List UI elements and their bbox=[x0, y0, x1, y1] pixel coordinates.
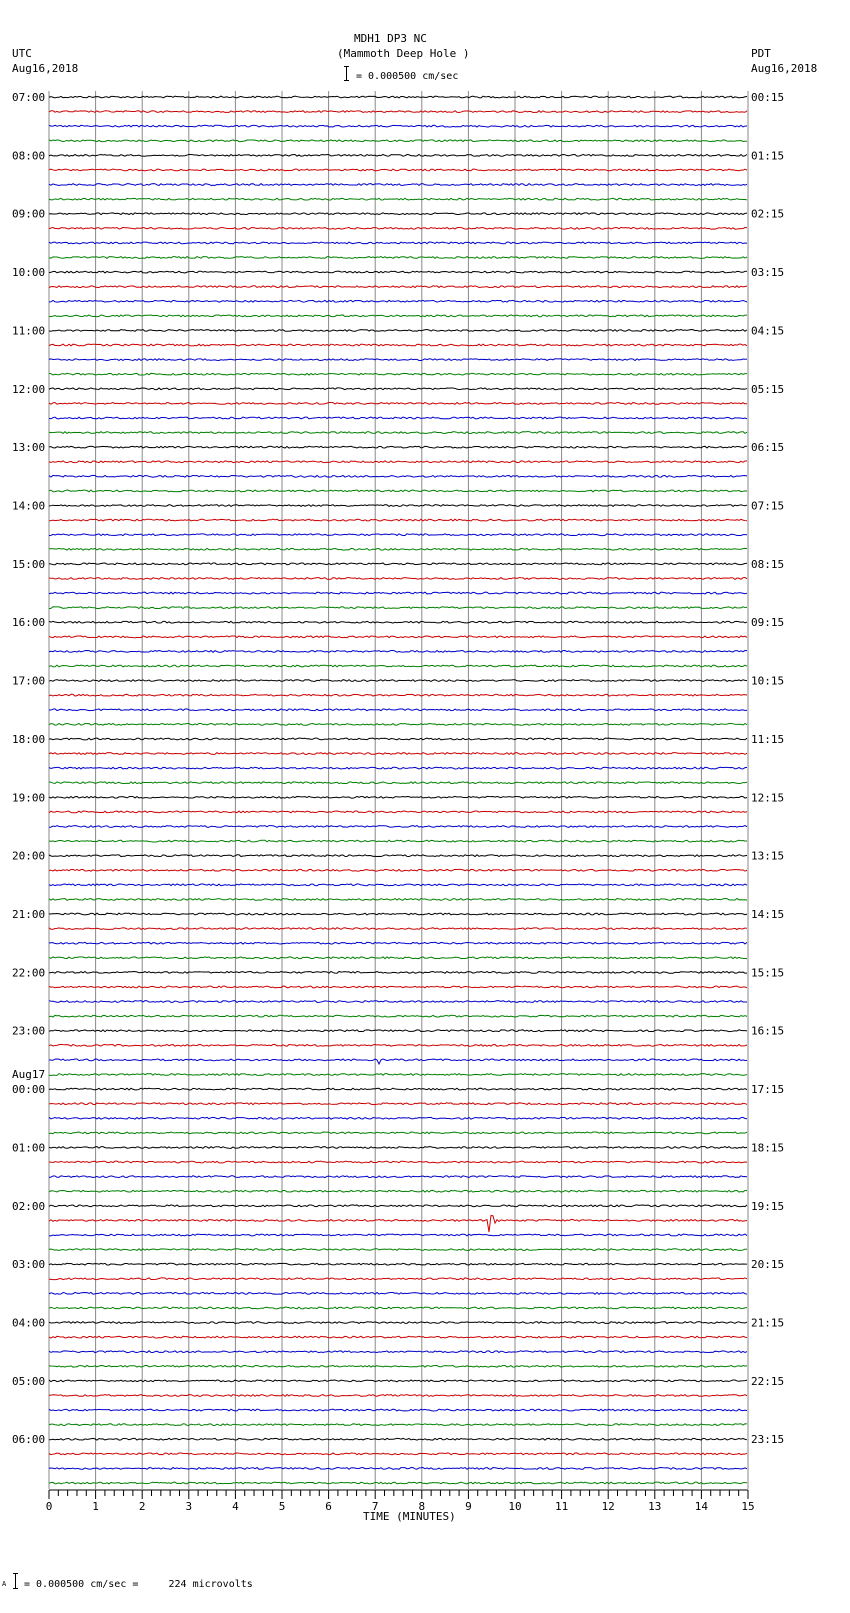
utc-hour-label: 20:00 bbox=[12, 849, 46, 863]
x-tick-label: 2 bbox=[138, 1500, 146, 1513]
trace-row-12 bbox=[49, 271, 747, 273]
trace-row-27 bbox=[49, 490, 747, 492]
trace-row-21 bbox=[49, 402, 747, 404]
trace-row-43 bbox=[49, 723, 747, 725]
trace-row-24 bbox=[49, 446, 747, 448]
trace-row-0 bbox=[49, 96, 747, 98]
right-date: Aug16,2018 bbox=[751, 62, 818, 75]
trace-row-55 bbox=[49, 899, 747, 901]
utc-hour-label: 03:00 bbox=[12, 1258, 46, 1272]
right-timezone: PDT bbox=[751, 47, 771, 60]
trace-row-16 bbox=[49, 330, 747, 332]
x-axis-label: TIME (MINUTES) bbox=[363, 1510, 456, 1523]
trace-row-3 bbox=[49, 140, 747, 142]
x-tick-label: 7 bbox=[371, 1500, 379, 1513]
trace-row-59 bbox=[49, 957, 747, 959]
utc-hour-label: 21:00 bbox=[12, 908, 46, 922]
station-title: MDH1 DP3 NC bbox=[354, 32, 427, 45]
trace-row-20 bbox=[49, 388, 747, 390]
trace-row-87 bbox=[49, 1365, 747, 1367]
trace-row-28 bbox=[49, 505, 747, 507]
trace-layer bbox=[49, 96, 747, 1484]
trace-row-17 bbox=[49, 344, 747, 346]
trace-row-23 bbox=[49, 432, 747, 434]
trace-row-68 bbox=[49, 1088, 747, 1090]
trace-row-41 bbox=[49, 694, 747, 696]
trace-row-14 bbox=[49, 300, 747, 302]
trace-row-4 bbox=[49, 154, 747, 156]
trace-row-45 bbox=[49, 753, 747, 755]
x-tick-label: 10 bbox=[508, 1500, 522, 1513]
utc-hour-label: 07:00 bbox=[12, 91, 46, 104]
footer-scale-text: = 0.000500 cm/sec = 224 microvolts bbox=[24, 1579, 253, 1590]
x-tick-label: 13 bbox=[648, 1500, 662, 1513]
trace-row-25 bbox=[49, 461, 747, 463]
pdt-hour-label: 03:15 bbox=[751, 266, 785, 280]
trace-row-76 bbox=[49, 1205, 747, 1207]
utc-hour-label: 11:00 bbox=[12, 324, 46, 338]
pdt-hour-label: 19:15 bbox=[751, 1199, 785, 1213]
trace-row-82 bbox=[49, 1292, 747, 1294]
trace-row-75 bbox=[49, 1190, 747, 1192]
trace-row-93 bbox=[49, 1453, 747, 1455]
trace-row-5 bbox=[49, 169, 747, 171]
trace-row-1 bbox=[49, 111, 747, 113]
trace-row-56 bbox=[49, 913, 747, 915]
pdt-hour-label: 07:15 bbox=[751, 499, 785, 513]
trace-row-22 bbox=[49, 417, 747, 419]
footer-scale-prefix: A bbox=[2, 1580, 7, 1588]
pdt-hour-label: 22:15 bbox=[751, 1374, 785, 1388]
trace-row-58 bbox=[49, 942, 747, 944]
trace-row-7 bbox=[49, 198, 747, 200]
pdt-hour-label: 12:15 bbox=[751, 791, 785, 805]
pdt-hour-label: 05:15 bbox=[751, 382, 785, 396]
utc-hour-label: 05:00 bbox=[12, 1374, 46, 1388]
utc-hour-label: 15:00 bbox=[12, 557, 46, 571]
x-tick-label: 4 bbox=[232, 1500, 239, 1513]
pdt-hour-label: 23:15 bbox=[751, 1433, 785, 1447]
trace-row-10 bbox=[49, 242, 747, 244]
pdt-hour-label: 08:15 bbox=[751, 557, 785, 571]
trace-row-94 bbox=[49, 1468, 747, 1470]
trace-row-36 bbox=[49, 621, 747, 623]
x-tick-label: 8 bbox=[418, 1500, 426, 1513]
trace-row-81 bbox=[49, 1278, 747, 1280]
utc-hour-label: 18:00 bbox=[12, 732, 46, 746]
trace-row-69 bbox=[49, 1103, 747, 1105]
trace-row-89 bbox=[49, 1395, 747, 1397]
trace-row-38 bbox=[49, 651, 747, 653]
x-tick-label: 0 bbox=[45, 1500, 53, 1513]
trace-row-61 bbox=[49, 986, 747, 988]
trace-row-64 bbox=[49, 1030, 747, 1032]
trace-row-42 bbox=[49, 709, 747, 711]
trace-row-53 bbox=[49, 869, 747, 871]
trace-row-60 bbox=[49, 971, 747, 973]
utc-hour-label: 23:00 bbox=[12, 1024, 46, 1038]
pdt-hour-label: 14:15 bbox=[751, 908, 785, 922]
trace-row-74 bbox=[49, 1176, 747, 1178]
utc-hour-label: 13:00 bbox=[12, 441, 46, 455]
x-tick-label: 3 bbox=[185, 1500, 193, 1513]
trace-row-66 bbox=[49, 1059, 747, 1064]
pdt-hour-label: 21:15 bbox=[751, 1316, 785, 1330]
trace-row-54 bbox=[49, 884, 747, 886]
utc-hour-label: 17:00 bbox=[12, 674, 46, 688]
trace-row-19 bbox=[49, 373, 747, 375]
utc-hour-label: 06:00 bbox=[12, 1433, 46, 1447]
scale-text: = 0.000500 cm/sec bbox=[356, 71, 459, 82]
trace-row-63 bbox=[49, 1015, 747, 1017]
trace-row-15 bbox=[49, 315, 747, 317]
station-location: (Mammoth Deep Hole ) bbox=[337, 47, 470, 60]
trace-row-83 bbox=[49, 1307, 747, 1309]
x-tick-label: 6 bbox=[325, 1500, 332, 1513]
trace-row-11 bbox=[49, 257, 747, 259]
x-tick-label: 5 bbox=[278, 1500, 286, 1513]
pdt-hour-label: 10:15 bbox=[751, 674, 785, 688]
utc-hour-label: 22:00 bbox=[12, 966, 46, 980]
x-tick-label: 1 bbox=[92, 1500, 99, 1513]
trace-row-92 bbox=[49, 1438, 747, 1440]
trace-row-84 bbox=[49, 1322, 747, 1324]
utc-hour-label: 19:00 bbox=[12, 791, 46, 805]
utc-hour-label: 12:00 bbox=[12, 382, 46, 396]
trace-row-70 bbox=[49, 1117, 747, 1119]
pdt-hour-label: 18:15 bbox=[751, 1141, 785, 1155]
trace-row-30 bbox=[49, 534, 747, 536]
trace-row-49 bbox=[49, 811, 747, 813]
pdt-hour-label: 20:15 bbox=[751, 1258, 785, 1272]
left-date: Aug16,2018 bbox=[12, 62, 79, 75]
utc-hour-label: 09:00 bbox=[12, 207, 46, 221]
utc-date-change-label: Aug17 bbox=[12, 1068, 46, 1082]
trace-row-6 bbox=[49, 184, 747, 186]
trace-row-85 bbox=[49, 1336, 747, 1338]
pdt-hour-label: 09:15 bbox=[751, 616, 785, 630]
trace-row-13 bbox=[49, 286, 747, 288]
pdt-hour-label: 01:15 bbox=[751, 149, 785, 163]
trace-row-44 bbox=[49, 738, 747, 740]
trace-row-65 bbox=[49, 1044, 747, 1046]
trace-row-50 bbox=[49, 826, 747, 828]
trace-row-73 bbox=[49, 1161, 747, 1163]
trace-row-79 bbox=[49, 1249, 747, 1251]
trace-row-80 bbox=[49, 1263, 747, 1265]
trace-row-51 bbox=[49, 840, 747, 842]
trace-row-52 bbox=[49, 855, 747, 857]
pdt-hour-label: 16:15 bbox=[751, 1024, 785, 1038]
trace-row-57 bbox=[49, 928, 747, 930]
trace-row-37 bbox=[49, 636, 747, 638]
x-tick-label: 15 bbox=[741, 1500, 755, 1513]
trace-row-72 bbox=[49, 1147, 747, 1149]
trace-row-91 bbox=[49, 1424, 747, 1426]
trace-row-34 bbox=[49, 592, 747, 594]
trace-row-40 bbox=[49, 680, 747, 682]
trace-row-29 bbox=[49, 519, 747, 521]
trace-row-67 bbox=[49, 1074, 747, 1076]
trace-row-18 bbox=[49, 359, 747, 361]
utc-hour-label: 10:00 bbox=[12, 266, 46, 280]
trace-row-46 bbox=[49, 767, 747, 769]
trace-row-32 bbox=[49, 563, 747, 565]
trace-row-26 bbox=[49, 475, 747, 477]
utc-hour-label: 16:00 bbox=[12, 616, 46, 630]
utc-hour-label: 08:00 bbox=[12, 149, 46, 163]
trace-row-31 bbox=[49, 548, 747, 550]
trace-row-33 bbox=[49, 578, 747, 580]
trace-row-47 bbox=[49, 782, 747, 784]
utc-hour-label: 01:00 bbox=[12, 1141, 46, 1155]
trace-row-8 bbox=[49, 213, 747, 215]
pdt-hour-label: 15:15 bbox=[751, 966, 785, 980]
x-tick-label: 9 bbox=[465, 1500, 472, 1513]
pdt-hour-label: 06:15 bbox=[751, 441, 785, 455]
footer-scale-bar-icon bbox=[12, 1573, 19, 1593]
pdt-hour-label: 11:15 bbox=[751, 732, 785, 746]
trace-row-35 bbox=[49, 607, 747, 609]
trace-row-62 bbox=[49, 1001, 747, 1003]
x-tick-label: 12 bbox=[601, 1500, 615, 1513]
trace-row-9 bbox=[49, 227, 747, 229]
utc-hour-label: 00:00 bbox=[12, 1083, 46, 1097]
trace-row-77 bbox=[49, 1215, 747, 1232]
trace-row-2 bbox=[49, 125, 747, 127]
trace-row-95 bbox=[49, 1482, 747, 1484]
utc-hour-label: 14:00 bbox=[12, 499, 46, 513]
x-tick-label: 11 bbox=[554, 1500, 569, 1513]
trace-row-78 bbox=[49, 1234, 747, 1236]
pdt-hour-label: 13:15 bbox=[751, 849, 785, 863]
trace-row-71 bbox=[49, 1132, 747, 1134]
trace-row-90 bbox=[49, 1409, 747, 1411]
pdt-hour-label: 02:15 bbox=[751, 207, 785, 221]
utc-hour-label: 02:00 bbox=[12, 1199, 46, 1213]
trace-row-86 bbox=[49, 1351, 747, 1353]
pdt-hour-label: 04:15 bbox=[751, 324, 785, 338]
trace-row-48 bbox=[49, 796, 747, 798]
pdt-hour-label: 00:15 bbox=[751, 91, 785, 104]
left-timezone: UTC bbox=[12, 47, 32, 60]
x-tick-label: 14 bbox=[694, 1500, 709, 1513]
pdt-hour-label: 17:15 bbox=[751, 1083, 785, 1097]
utc-hour-label: 04:00 bbox=[12, 1316, 46, 1330]
trace-row-88 bbox=[49, 1380, 747, 1382]
trace-row-39 bbox=[49, 665, 747, 667]
